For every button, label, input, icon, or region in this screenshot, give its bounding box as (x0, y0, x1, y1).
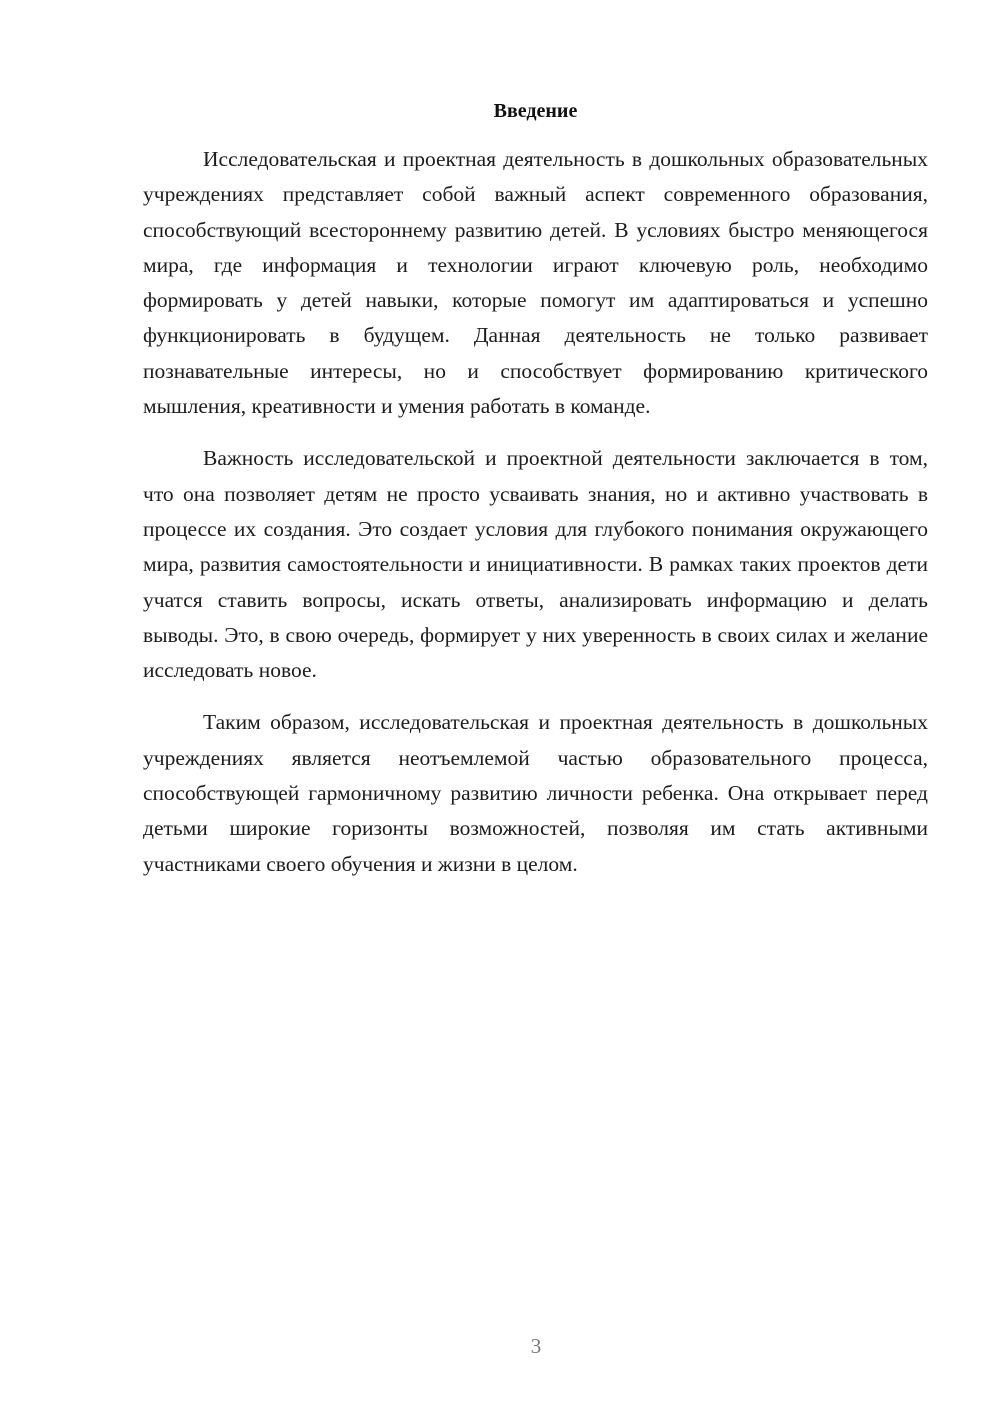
paragraph-intro: Исследовательская и проектная деятельность в дошкольных образовательных учреждениях представляет собой важный аспект современного образования, способствующий всестороннему развитию детей. В условиях быстро меняющегося мира, где информация и технологии играют ключевую роль, необходимо формировать у детей навыки, которые помогут им адаптироваться и успешно функционировать в будущем. Данная деятельность не только развивает познавательные интересы, но и способствует формированию критического мышления, креативности и умения работать в команде. (143, 147, 928, 419)
section-heading: Введение (493, 100, 578, 122)
document-body (143, 142, 928, 899)
paragraph-conclusion: Таким образом, исследовательская и проектная деятельность в дошкольных учреждениях является неотъемлемой частью образовательного процесса, способствующей гармоничному развитию личности ребенка. Она открывает перед детьми широкие горизонты возможностей, позволяя им стать активными участниками своего обучения и жизни в целом. (143, 710, 928, 876)
paragraph-importance: Важность исследовательской и проектной деятельности заключается в том, что она позволяет детям не просто усваивать знания, но и активно участвовать в процессе их создания. Это создает условия для глубокого понимания окружающего мира, развития самостоятельности и инициативности. В рамках таких проектов дети учатся ставить вопросы, искать ответы, анализировать информацию и делать выводы. Это, в свою очередь, формирует у них уверенность в своих силах и желание исследовать новое. (143, 446, 928, 683)
page-number: 3 (530, 1334, 542, 1358)
